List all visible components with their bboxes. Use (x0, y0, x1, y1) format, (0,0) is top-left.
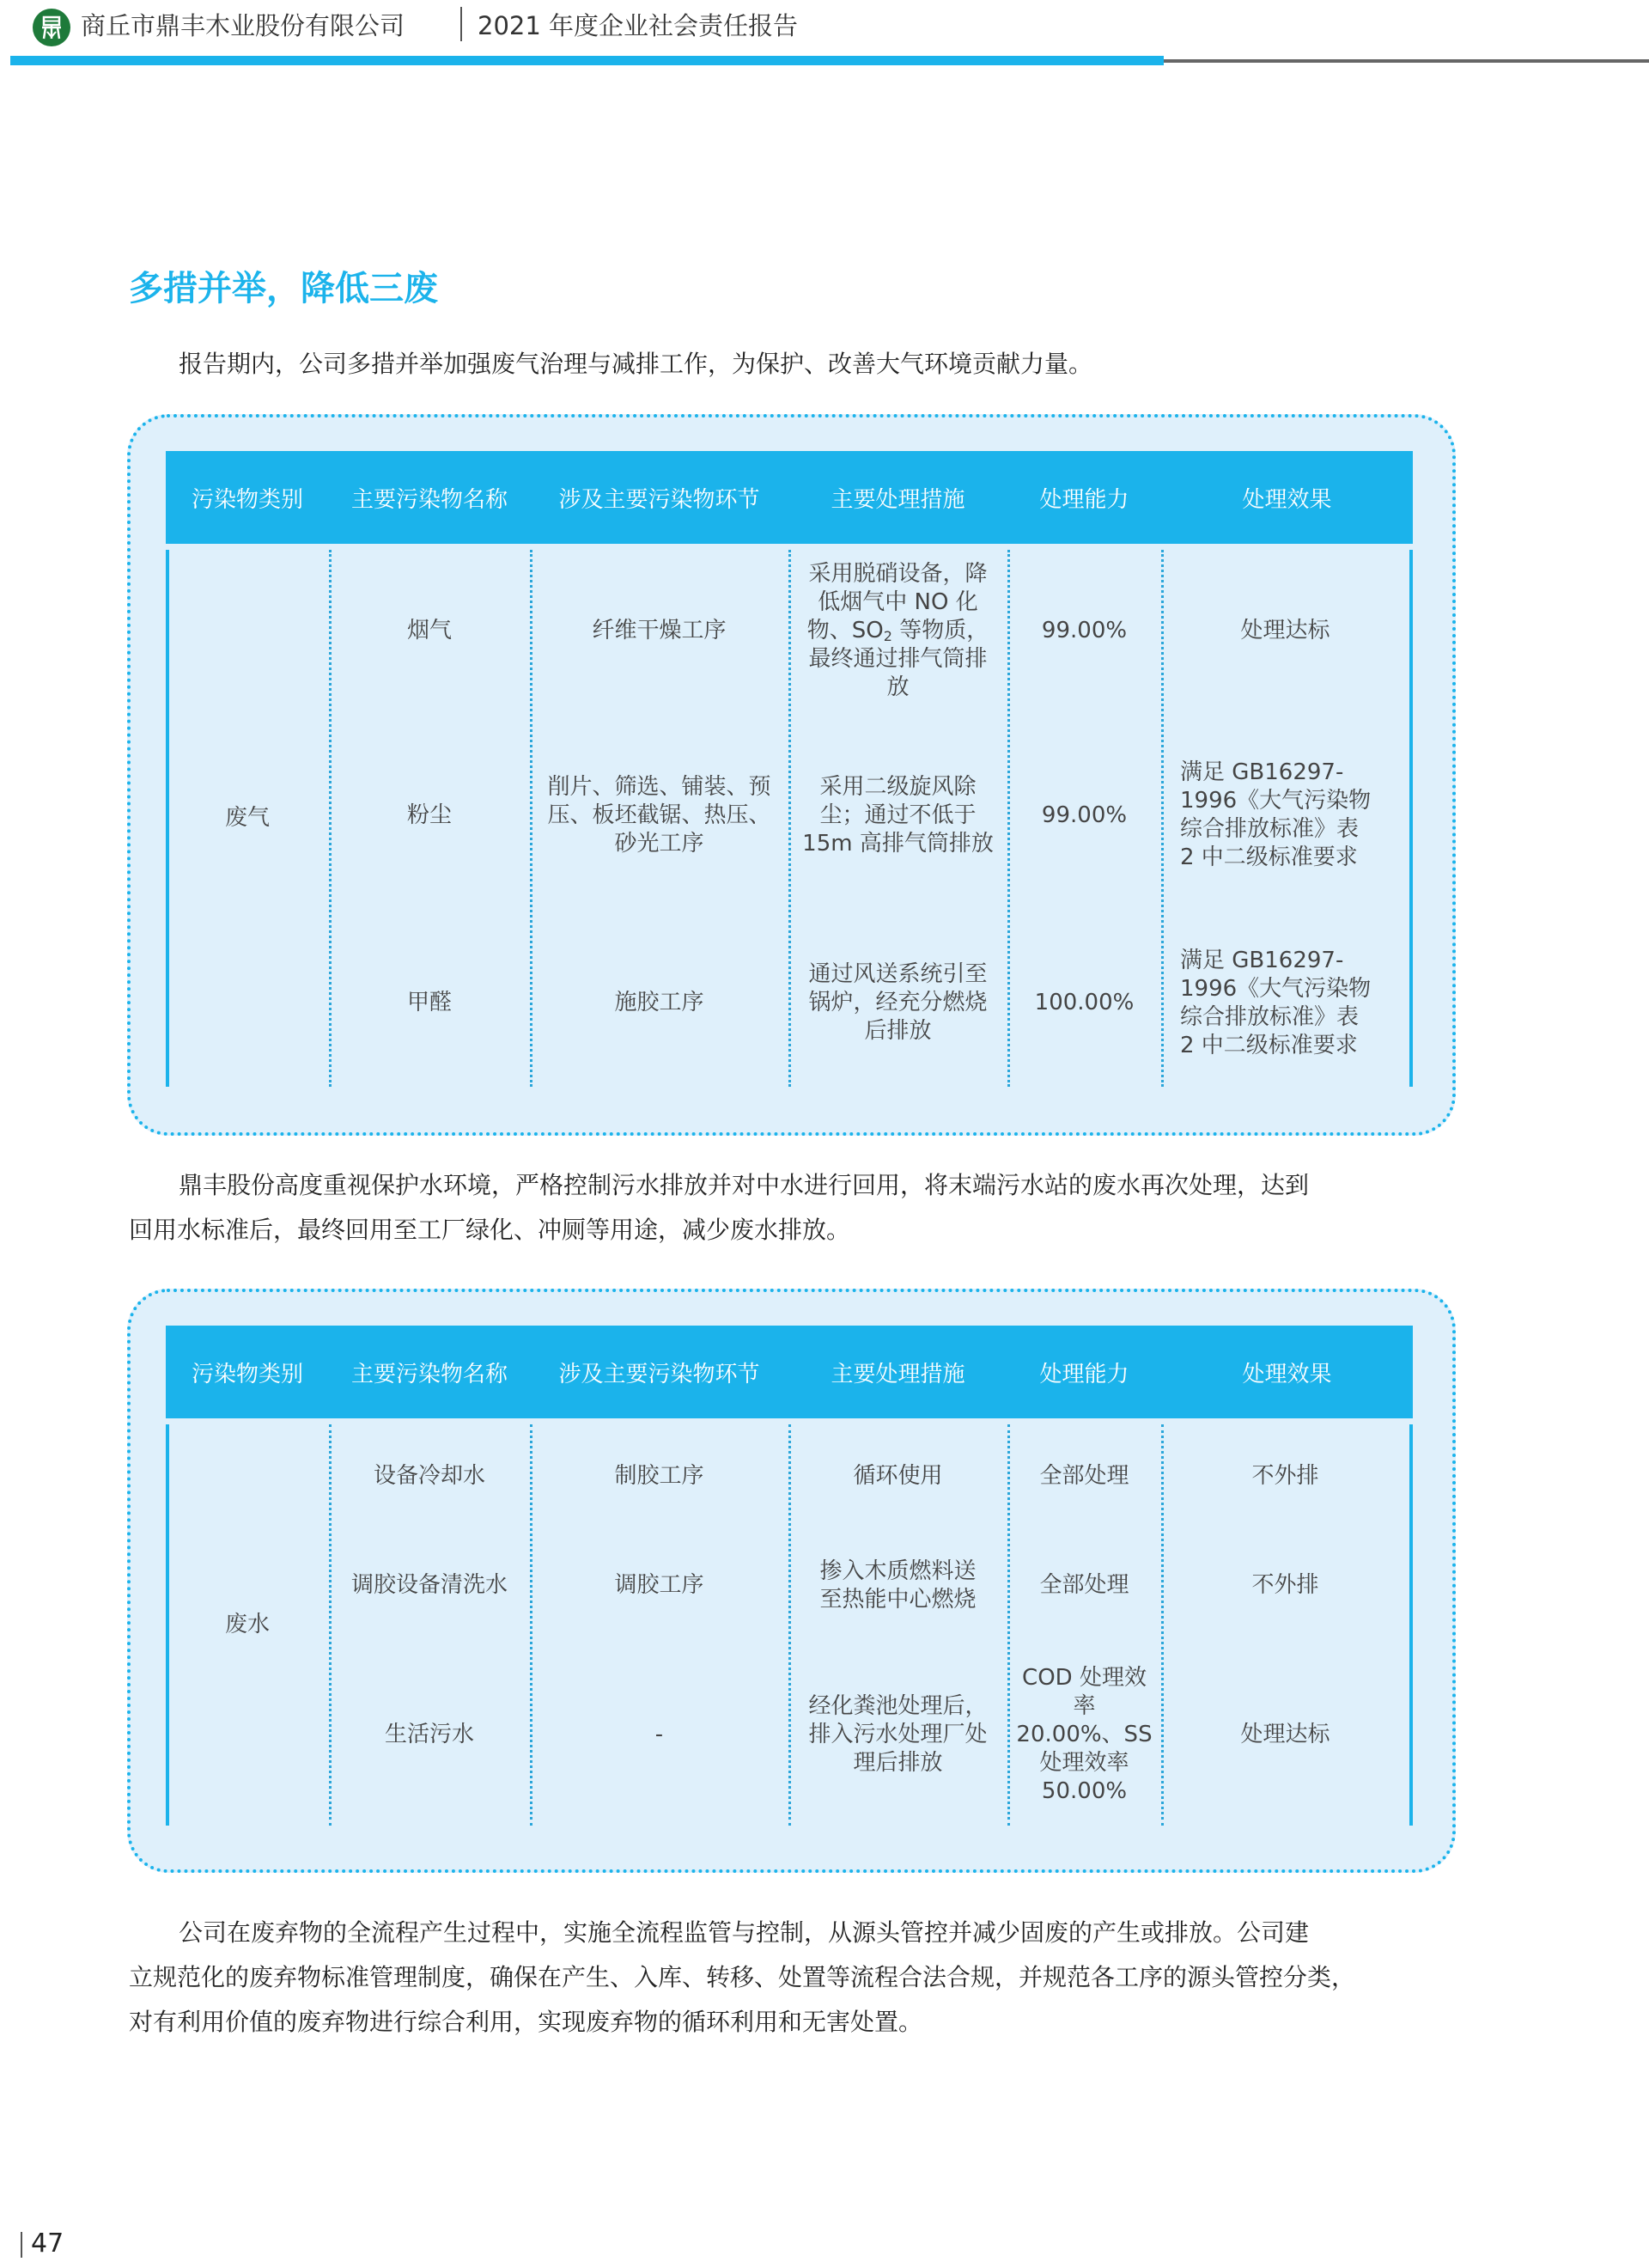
pollutant-name: 甲醛 (406, 990, 452, 1015)
header-rule (1164, 59, 1649, 63)
column-header: 污染物类别 (191, 1361, 303, 1387)
section-title: 多措并举，降低三废 (129, 269, 438, 308)
treatment-capacity: 全部处理 (1039, 1572, 1129, 1598)
page-number-divider (21, 2232, 22, 2258)
pollutant-stage: 调胶工序 (614, 1572, 704, 1598)
column-header: 主要污染物名称 (350, 486, 508, 513)
pollutant-name: 粉尘 (406, 802, 452, 828)
header-accent-bar (10, 56, 1164, 65)
pollutant-stage: - (654, 1721, 664, 1747)
column-header: 涉及主要污染物环节 (558, 1361, 760, 1387)
pollutant-stage: 施胶工序 (614, 990, 704, 1015)
column-header: 主要污染物名称 (350, 1361, 508, 1387)
paragraph-text: 回用水标准后，最终回用至工厂绿化、冲厕等用途，减少废水排放。 (129, 1216, 851, 1244)
column-header: 处理效果 (1242, 1361, 1332, 1387)
treatment-measure: 掺入木质燃料送至热能中心燃烧 (819, 1558, 977, 1613)
category-cell: 废水 (224, 1612, 270, 1637)
pollutant-stage: 制胶工序 (614, 1462, 704, 1489)
wastewater-table (166, 1326, 1413, 1826)
column-header: 主要处理措施 (831, 1361, 965, 1387)
treatment-measure: 经化粪池处理后，排入污水处理厂处理后排放 (808, 1692, 988, 1776)
table-border (1409, 550, 1413, 1087)
page-number: 47 (31, 2228, 64, 2259)
treatment-effect: 处理达标 (1240, 1721, 1330, 1747)
logo-glyph-icon (39, 15, 64, 40)
company-name: 商丘市鼎丰木业股份有限公司 (81, 11, 405, 40)
treatment-capacity: 全部处理 (1039, 1462, 1129, 1489)
table-body (166, 1424, 1413, 1826)
pollutant-name: 设备冷却水 (373, 1462, 485, 1489)
column-header: 主要处理措施 (831, 486, 965, 513)
ding-logo-icon (33, 9, 70, 46)
treatment-measure: 通过风送系统引至锅炉，经充分燃烧后排放 (808, 961, 988, 1044)
treatment-capacity: 99.00% (1041, 617, 1128, 643)
pollutant-name: 调胶设备清洗水 (350, 1572, 508, 1598)
report-title: 2021 年度企业社会责任报告 (478, 11, 799, 40)
table-border (1409, 1424, 1413, 1826)
air-emissions-table (166, 451, 1413, 1087)
paragraph-water (129, 1163, 1456, 1253)
column-header: 涉及主要污染物环节 (558, 486, 760, 513)
paragraph-text: 立规范化的废弃物标准管理制度，确保在产生、入库、转移、处置等流程合法合规，并规范各工序的源头管控分类， (129, 1963, 1356, 1991)
pollutant-name: 烟气 (406, 617, 452, 643)
pollutant-name: 生活污水 (384, 1721, 474, 1747)
treatment-measure: 采用二级旋风除尘；通过不低于 15m 高排气筒排放 (802, 773, 994, 857)
paragraph-text: 对有利用价值的废弃物进行综合利用，实现废弃物的循环利用和无害处置。 (129, 2008, 923, 2036)
paragraph-text: 报告期内，公司多措并举加强废气治理与减排工作，为保护、改善大气环境贡献力量。 (179, 350, 1093, 378)
table-header-row (166, 1326, 1413, 1418)
pollutant-stage: 削片、筛选、铺装、预压、板坯截锯、热压、砂光工序 (547, 773, 771, 857)
pollutant-stage: 纤维干燥工序 (592, 617, 727, 643)
column-header: 处理能力 (1039, 1361, 1129, 1387)
treatment-effect: 不外排 (1251, 1572, 1319, 1598)
treatment-measure-text: 采用脱硝设备，降低烟气中 NO 化物、$SO_2$ 等物质，最终通过排气筒排放 (806, 560, 989, 700)
treatment-measure: 循环使用 (853, 1462, 943, 1489)
paragraph-text: 公司在废弃物的全流程产生过程中，实施全流程监管与控制，从源头管控并减少固废的产生或排放。公司建 (179, 1918, 1310, 1947)
table-body (166, 550, 1413, 1087)
header-divider (460, 7, 462, 41)
treatment-capacity: 100.00% (1034, 990, 1135, 1015)
paragraph-waste (129, 1911, 1456, 2045)
category-cell: 废气 (224, 805, 270, 831)
treatment-effect: 不外排 (1251, 1462, 1319, 1489)
treatment-effect: 处理达标 (1240, 617, 1330, 643)
treatment-effect: 满足 GB16297-1996《大气污染物综合排放标准》表 2 中二级标准要求 (1180, 759, 1372, 870)
column-header: 处理能力 (1039, 486, 1129, 513)
table-header-row (166, 451, 1413, 544)
column-header: 污染物类别 (191, 486, 303, 513)
treatment-measure (788, 550, 1007, 711)
treatment-effect: 满足 GB16297-1996《大气污染物综合排放标准》表 2 中二级标准要求 (1180, 947, 1372, 1058)
column-header: 处理效果 (1242, 486, 1332, 513)
treatment-capacity: COD 处理效率 20.00%、SS 处理效率 50.00% (1016, 1664, 1153, 1804)
paragraph-text: 鼎丰股份高度重视保护水环境，严格控制污水排放并对中水进行回用，将末端污水站的废水再次处理，达到 (179, 1171, 1310, 1199)
paragraph-air (129, 342, 1456, 387)
treatment-capacity: 99.00% (1041, 802, 1128, 828)
